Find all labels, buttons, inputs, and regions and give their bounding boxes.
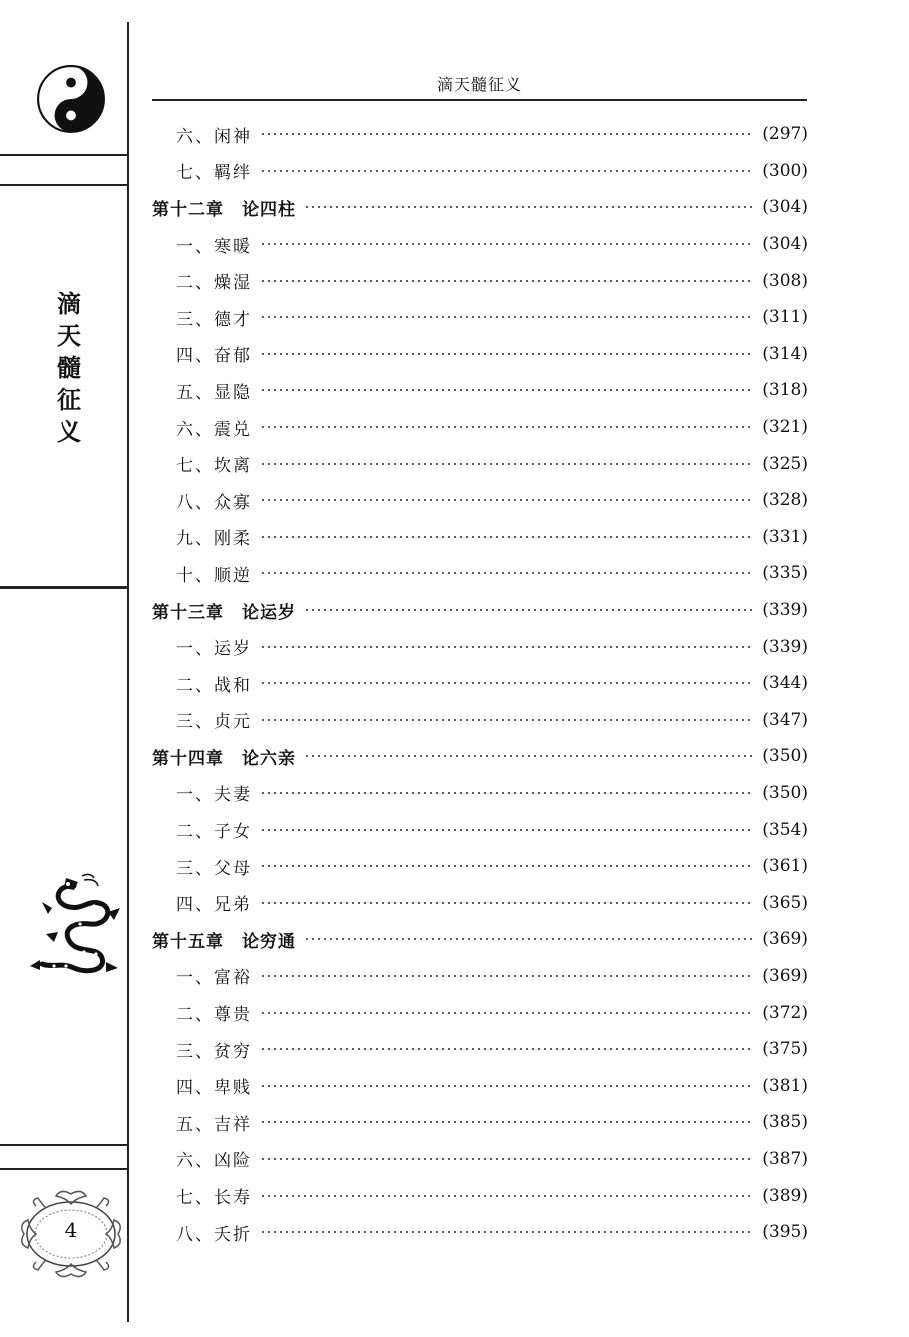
toc-section-entry	[152, 1031, 808, 1068]
toc-dot-leader	[260, 316, 754, 318]
toc-chapter-entry	[152, 921, 808, 958]
toc-entry-title: 八、夭折	[176, 1224, 252, 1245]
toc-section-entry	[152, 555, 808, 592]
toc-entry-page: (339)	[762, 600, 808, 621]
vertical-title-char: 髓	[57, 354, 81, 382]
toc-dot-leader	[260, 1085, 754, 1087]
toc-section-entry	[152, 116, 808, 153]
toc-dot-leader	[260, 463, 754, 465]
toc-entry-title: 三、父母	[176, 858, 252, 879]
toc-entry-title: 三、贫穷	[176, 1041, 252, 1062]
toc-dot-leader	[260, 572, 754, 574]
toc-dot-leader	[260, 499, 754, 501]
toc-entry-title: 四、卑贱	[176, 1078, 252, 1099]
toc-section-entry	[152, 811, 808, 848]
toc-dot-leader	[260, 1195, 754, 1197]
toc-dot-leader	[260, 353, 754, 355]
toc-section-entry	[152, 409, 808, 446]
toc-dot-leader	[260, 1231, 754, 1233]
toc-dot-leader	[260, 1158, 754, 1160]
toc-section-entry	[152, 372, 808, 409]
toc-entry-title: 三、德才	[176, 309, 252, 330]
vertical-title-char: 滴	[57, 290, 81, 318]
toc-dot-leader	[260, 719, 754, 721]
running-header: 滴天髓征义	[436, 75, 522, 94]
toc-entry-page: (318)	[762, 380, 808, 401]
toc-entry-page: (328)	[762, 490, 808, 511]
sidebar-rule	[0, 184, 127, 186]
toc-dot-leader	[260, 426, 754, 428]
toc-dot-leader	[260, 792, 754, 794]
toc-entry-title: 五、吉祥	[176, 1114, 252, 1135]
toc-section-entry	[152, 1067, 808, 1104]
toc-entry-page: (369)	[762, 965, 808, 986]
toc-section-entry	[152, 628, 808, 665]
toc-section-entry	[152, 299, 808, 336]
toc-entry-page: (344)	[762, 673, 808, 694]
toc-entry-title: 二、尊贵	[176, 1005, 252, 1026]
toc-section-entry	[152, 336, 808, 373]
toc-entry-page: (300)	[762, 160, 808, 181]
toc-section-entry	[152, 1141, 808, 1178]
toc-entry-title: 七、羁绊	[176, 163, 252, 184]
toc-section-entry	[152, 519, 808, 556]
toc-entry-title: 六、凶险	[176, 1151, 252, 1172]
sidebar	[0, 0, 130, 1337]
toc-chapter-entry	[152, 592, 808, 629]
toc-section-entry	[152, 848, 808, 885]
toc-entry-page: (347)	[762, 709, 808, 730]
toc-section-entry	[152, 153, 808, 190]
toc-dot-leader	[260, 865, 754, 867]
toc-entry-title: 十、顺逆	[176, 565, 252, 586]
toc-section-entry	[152, 445, 808, 482]
toc-entry-page: (385)	[762, 1112, 808, 1133]
toc-dot-leader	[260, 243, 754, 245]
toc-entry-page: (387)	[762, 1148, 808, 1169]
page-number: 4	[64, 1218, 78, 1242]
toc-entry-title: 二、战和	[176, 675, 252, 696]
toc-dot-leader	[260, 682, 754, 684]
toc-entry-title: 七、坎离	[176, 456, 252, 477]
toc-dot-leader	[304, 938, 754, 940]
dragon-icon	[22, 872, 126, 980]
toc-entry-page: (304)	[762, 197, 808, 218]
toc-entry-page: (321)	[762, 417, 808, 438]
toc-section-entry	[152, 958, 808, 995]
toc-entry-page: (369)	[762, 929, 808, 950]
toc-entry-title: 一、富裕	[176, 968, 252, 989]
toc-entry-page: (365)	[762, 892, 808, 913]
toc-entry-title: 一、夫妻	[176, 785, 252, 806]
toc-entry-page: (304)	[762, 234, 808, 255]
toc-dot-leader	[260, 1048, 754, 1050]
toc-entry-page: (331)	[762, 526, 808, 547]
toc-entry-title: 一、寒暖	[176, 236, 252, 257]
table-of-contents	[152, 116, 808, 1250]
toc-entry-page: (389)	[762, 1185, 808, 1206]
toc-entry-page: (335)	[762, 563, 808, 584]
yin-yang-icon	[36, 64, 106, 134]
toc-entry-title: 一、运岁	[176, 639, 252, 660]
toc-entry-page: (350)	[762, 746, 808, 767]
toc-section-entry	[152, 262, 808, 299]
toc-entry-title: 第十四章 论六亲	[152, 748, 296, 769]
toc-entry-title: 八、众寡	[176, 492, 252, 513]
toc-entry-title: 二、子女	[176, 822, 252, 843]
toc-dot-leader	[304, 609, 754, 611]
toc-section-entry	[152, 884, 808, 921]
toc-section-entry	[152, 226, 808, 263]
toc-section-entry	[152, 665, 808, 702]
toc-dot-leader	[260, 902, 754, 904]
toc-entry-page: (372)	[762, 1002, 808, 1023]
header-rule	[152, 99, 807, 101]
toc-dot-leader	[260, 975, 754, 977]
toc-entry-page: (311)	[762, 307, 808, 328]
toc-entry-page: (354)	[762, 819, 808, 840]
toc-entry-title: 四、兄弟	[176, 895, 252, 916]
toc-entry-title: 二、燥湿	[176, 273, 252, 294]
toc-section-entry	[152, 1104, 808, 1141]
sidebar-rule	[0, 586, 127, 589]
toc-section-entry	[152, 775, 808, 812]
toc-chapter-entry	[152, 189, 808, 226]
toc-entry-title: 六、震兑	[176, 419, 252, 440]
toc-dot-leader	[260, 280, 754, 282]
toc-entry-title: 九、刚柔	[176, 529, 252, 550]
toc-entry-title: 五、显隐	[176, 382, 252, 403]
sidebar-rule	[0, 1144, 127, 1146]
toc-dot-leader	[260, 829, 754, 831]
toc-chapter-entry	[152, 738, 808, 775]
toc-dot-leader	[260, 646, 754, 648]
toc-entry-page: (339)	[762, 636, 808, 657]
sidebar-rule	[0, 1168, 127, 1170]
toc-entry-title: 六、闲神	[176, 126, 252, 147]
vertical-title-char: 征	[57, 386, 81, 414]
vertical-title-char: 义	[57, 418, 81, 446]
toc-entry-title: 七、长寿	[176, 1188, 252, 1209]
toc-entry-page: (395)	[762, 1222, 808, 1243]
toc-entry-title: 三、贞元	[176, 712, 252, 733]
toc-entry-page: (381)	[762, 1075, 808, 1096]
toc-section-entry	[152, 702, 808, 739]
toc-entry-title: 第十二章 论四柱	[152, 199, 296, 220]
toc-dot-leader	[260, 389, 754, 391]
toc-entry-title: 第十三章 论运岁	[152, 602, 296, 623]
toc-dot-leader	[260, 536, 754, 538]
toc-dot-leader	[304, 206, 754, 208]
toc-section-entry	[152, 1177, 808, 1214]
toc-entry-page: (350)	[762, 782, 808, 803]
vertical-title-char: 天	[57, 322, 81, 350]
toc-entry-title: 四、奋郁	[176, 346, 252, 367]
toc-section-entry	[152, 482, 808, 519]
toc-entry-page: (325)	[762, 453, 808, 474]
toc-dot-leader	[304, 755, 754, 757]
toc-dot-leader	[260, 1012, 754, 1014]
toc-dot-leader	[260, 1121, 754, 1123]
toc-entry-page: (297)	[762, 124, 808, 145]
sidebar-divider-vertical	[127, 22, 129, 1322]
toc-entry-page: (314)	[762, 343, 808, 364]
toc-entry-page: (308)	[762, 270, 808, 291]
toc-entry-page: (361)	[762, 856, 808, 877]
toc-section-entry	[152, 994, 808, 1031]
sidebar-rule	[0, 154, 127, 156]
toc-dot-leader	[260, 170, 754, 172]
toc-section-entry	[152, 1214, 808, 1251]
toc-entry-title: 第十五章 论穷通	[152, 931, 296, 952]
toc-dot-leader	[260, 133, 754, 135]
toc-entry-page: (375)	[762, 1039, 808, 1060]
vertical-book-title	[47, 288, 91, 448]
